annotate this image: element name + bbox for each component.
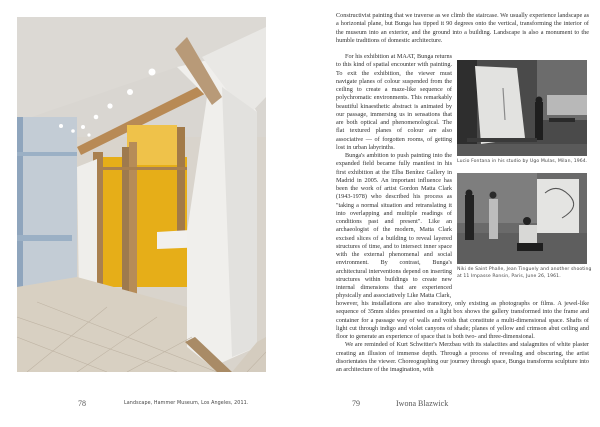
figure-fontana-image: [457, 60, 587, 156]
installation-photo: [17, 17, 266, 372]
figure-niki-photo: [457, 173, 587, 264]
body-paragraph-bottom: [336, 300, 589, 374]
figure-fontana-photo: [457, 60, 587, 156]
page-number-right: 79: [352, 399, 360, 408]
paragraph-text: Constructivist painting that we traverse as we climb the staircase. We usually experience landscape as a horizontal plane, but Bunga has tipped it 90 degrees onto the vertical, transforming the interior of the museum into an exterior, and the ground into a building. Landscape is also a monument to the humble traditions of domestic architecture.: [336, 12, 589, 44]
installation-photo-image: [17, 17, 266, 372]
figure-niki-image: [457, 173, 587, 264]
body-paragraph-top: [336, 12, 589, 45]
paragraph-maat: For his exhibition at MAAT, Bunga returns to this kind of spatial encounter with painting. To exit the exhibition, the viewer must navigate planes of colour suspended from the ceiling to create a maze-like sequence of polychromatic environments. This remarkably beautiful kinaesthetic abstract is animated by our passage, immersing us in sensations that are both optical and phenomenological. The flat textured planes of colour are also associative — of forgotten rooms, of getting lost in urban labyrinths.: [336, 53, 452, 151]
paragraph-merzbau: We are reminded of Kurt Schwitter's Merzbau with its stalactites and stalagmites of white plaster creating an illusion of immense depth. Through a process of revealing and obscuring, the artist disorientates the viewer. Choreographing our journey through space, Bunga transforms sculpture into an architecture of the imagination, with: [336, 341, 589, 373]
right-page: [300, 0, 600, 427]
running-head-author: Iwona Blazwick: [396, 399, 449, 408]
photo-caption: Landscape, Hammer Museum, Los Angeles, 2011.: [124, 401, 249, 406]
paragraph-ambition: Bunga's ambition to push painting into the expanded field became fully manifest in his first exhibition at the Elba Benítez Gallery in Madrid in 2005. An important influence has been the work of artist Gordon Matta Clark (1943-1978) who described his process as "taking a normal situation and retranslating it into overlapping and multiple readings of conditions past and present". Like an archaeologist of the modern, Matta Clark excised slices of a building to reveal layered structures of time, and to intersect inner space with the external phenomenal and social environment. By contrast, Bunga's architectural interventions depend on inserting structures within buildings to create new internal dimensions that are experienced physically and associatively Like Matta Clark,: [336, 152, 452, 300]
figure-caption-fontana: Lucio Fontana in his studio by Ugo Mulas, Milan, 1964.: [457, 159, 588, 164]
paragraph-installations: however, his installations are also transitory, only existing as photographs or films. A jewel-like sequence of 35mm slides presented on a light box shows the gallery transformed into the frame and container for a passage way of walls and voids that constitute a multi-dimensional space. Shafts of light cut through indigo and violet canyons of shade; planes of yellow and crimson abut ceiling and floor to generate an experience of space that is both two- and three-dimensional.: [336, 300, 589, 340]
page-number-left: 78: [78, 399, 86, 408]
figure-caption-niki: Niki de Saint Phalle, Jean Tinguely and another shooting at 11 Impasse Ronsin, Paris, June 26, 1961.: [457, 267, 592, 279]
body-column: [336, 53, 452, 301]
